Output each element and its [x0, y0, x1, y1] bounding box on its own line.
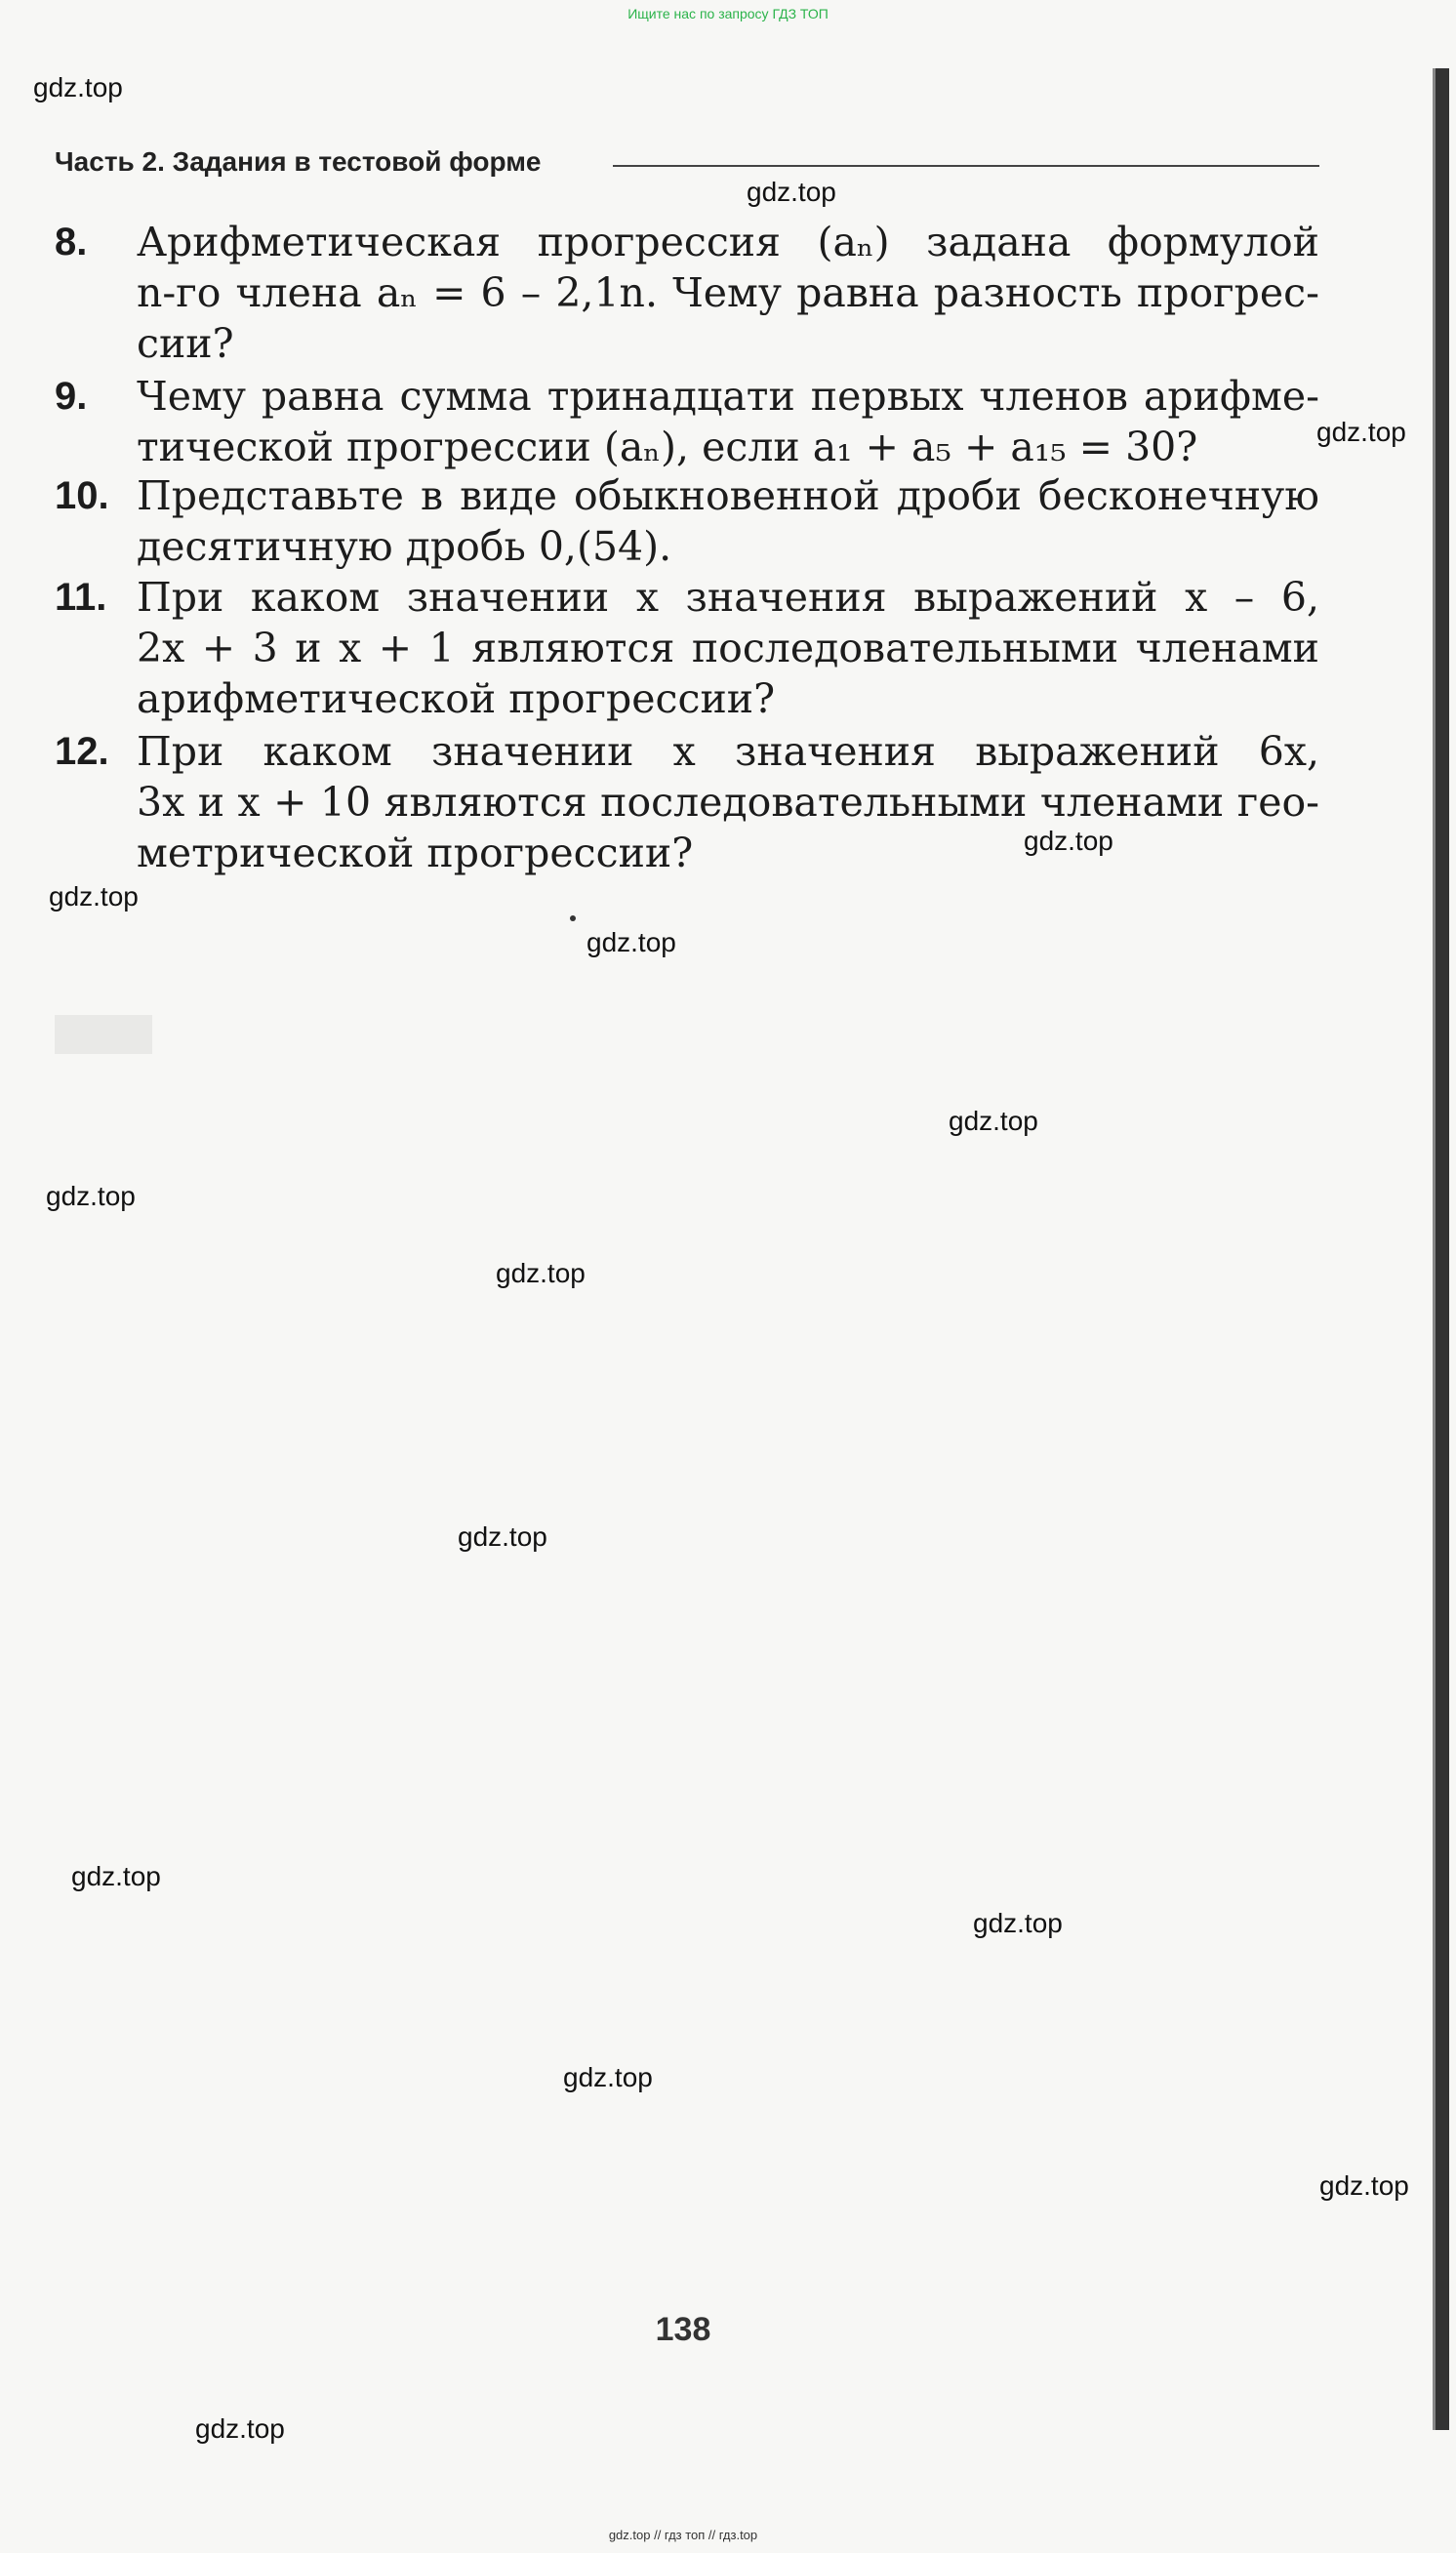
task-text [137, 217, 1319, 369]
watermark: gdz.top [496, 1258, 586, 1288]
section-divider [613, 165, 1319, 167]
section-header [55, 146, 1319, 185]
watermark: gdz.top [71, 1861, 161, 1891]
watermark: gdz.top [33, 72, 123, 102]
page-binding-edge [1433, 68, 1449, 2430]
bottom-banner: gdz.top // гдз топ // гдз.top [608, 2528, 758, 2542]
task-number: 12. [55, 730, 109, 773]
task-line: тической прогрессии (aₙ), если a₁ + a₅ + a₁₅ = 30? [137, 424, 1198, 470]
watermark: gdz.top [563, 2062, 653, 2092]
task-line: 2x + 3 и x + 1 являются последовательными членами [137, 625, 1319, 671]
section-title: Часть 2. Задания в тестовой форме [55, 146, 542, 177]
task-10 [55, 470, 1319, 572]
stray-dot [570, 915, 576, 921]
task-number: 9. [55, 375, 88, 418]
watermark: gdz.top [49, 881, 139, 912]
top-banner: Ищите нас по запросу ГДЗ ТОП [627, 6, 829, 21]
watermark: gdz.top [1024, 826, 1113, 856]
watermark: gdz.top [195, 2413, 285, 2444]
watermark: gdz.top [1319, 2170, 1409, 2201]
task-number: 11. [55, 576, 107, 619]
show-through-layer [55, 1015, 1323, 1698]
task-line: n-го члена aₙ = 6 – 2,1n. Чему равна разность прогрес- [137, 269, 1319, 316]
watermark: gdz.top [747, 177, 836, 207]
task-line: При каком значении x значения выражений x – 6, [137, 574, 1319, 621]
task-line: десятичную дробь 0,(54). [137, 523, 672, 570]
task-number: 8. [55, 221, 88, 263]
task-line: 3x и x + 10 являются последовательными членами гео- [137, 779, 1319, 826]
task-text [137, 371, 1319, 472]
task-12 [55, 726, 1319, 878]
watermark: gdz.top [586, 927, 676, 957]
watermark: gdz.top [458, 1521, 547, 1552]
task-11 [55, 572, 1319, 724]
watermark: gdz.top [973, 1908, 1063, 1938]
task-text [137, 726, 1319, 878]
task-line: Арифметическая прогрессия (aₙ) задана формулой [137, 219, 1319, 265]
task-text [137, 470, 1319, 572]
task-line: арифметической прогрессии? [137, 675, 776, 722]
watermark: gdz.top [949, 1106, 1038, 1136]
task-line: Чему равна сумма тринадцати первых членов арифме- [137, 373, 1319, 420]
task-line: Представьте в виде обыкновенной дроби бесконечную [137, 472, 1319, 519]
task-line: сии? [137, 320, 234, 367]
task-8 [55, 217, 1319, 369]
watermark: gdz.top [1316, 417, 1406, 447]
page-number: 138 [655, 2311, 711, 2348]
task-text [137, 572, 1319, 724]
task-9 [55, 371, 1319, 472]
task-number: 10. [55, 474, 109, 517]
watermark: gdz.top [46, 1181, 136, 1211]
task-line: При каком значении x значения выражений 6x, [137, 728, 1319, 775]
task-line: метрической прогрессии? [137, 830, 694, 876]
